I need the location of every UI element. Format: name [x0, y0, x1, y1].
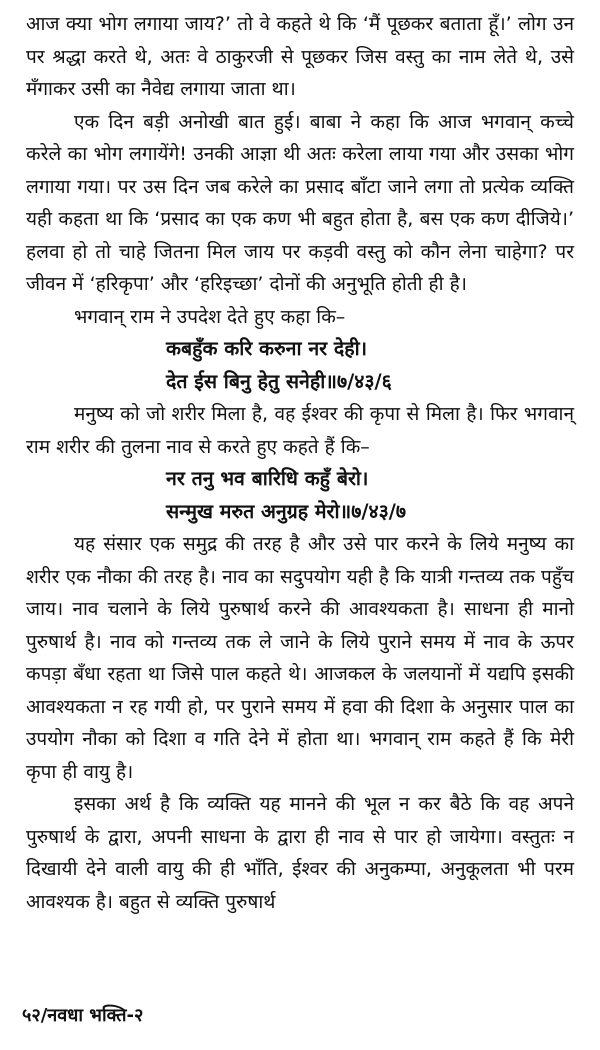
verse-2-line-2: सन्मुख मरुत अनुग्रह मेरो॥७/४३/७ — [166, 499, 407, 523]
paragraph-2: एक दिन बड़ी अनोखी बात हुई। बाबा ने कहा कि आज भगवान् कच्चे करेले का भोग लगायेंगे! उनकी आज्ञा थी अतः करेला लाया गया और उसका भोग लगाया गया। पर उस दिन जब करेले का प्रसाद बाँटा जाने लगा तो प्रत्येक व्यक्ति यही कहता था कि ‘प्रसाद का एक कण भी बहुत होता है, बस एक कण दीजिये।’ हलवा हो तो चाहे जितना मिल जाय पर कड़वी वस्तु को कौन लेना चाहेगा? पर जीवन में ‘हरिकृपा’ और ‘हरिइच्छा’ दोनों की अनुभूति होती ही है। — [26, 110, 574, 295]
paragraph-6: इसका अर्थ है कि व्यक्ति यह मानने की भूल न कर बैठे कि वह अपने पुरुषार्थ के द्वारा, अपनी साधना के द्वारा ही नाव से पार हो जायेगा। वस्तुतः न दिखायी देने वाली वायु की ही भाँति, ईश्वर की अनुकम्पा, अनुकूलता भी परम आवश्यक है। बहुत से व्यक्ति पुरुषार्थ — [26, 793, 574, 913]
paragraph-1: आज क्या भोग लगाया जाय?’ तो वे कहते थे कि ‘मैं पूछकर बताता हूँ।’ लोग उन पर श्रद्धा करते थे, अतः वे ठाकुरजी से पूछकर जिस वस्तु का नाम लेते थे, उसे मँगाकर उसी का नैवेद्य लगाया जाता था। — [26, 13, 574, 100]
verse-2-line-1: नर तनु भव बारिधि कहुँ बेरो। — [166, 467, 369, 490]
paragraph-3: भगवान् राम ने उपदेश देते हुए कहा कि– — [74, 305, 346, 328]
page-footer: ५२/नवधा भक्ति-२ — [22, 1005, 144, 1026]
verse-1-line-2: देत ईस बिनु हेतु सनेही॥७/४३/६ — [166, 369, 392, 393]
verse-1-line-1: कबहुँक करि करुना नर देही। — [166, 337, 368, 360]
paragraph-4: मनुष्य को जो शरीर मिला है, वह ईश्वर की कृपा से मिला है। फिर भगवान् राम शरीर की तुलना नाव से करते हुए कहते हैं कि– — [26, 403, 574, 458]
paragraph-5: यह संसार एक समुद्र की तरह है और उसे पार करने के लिये मनुष्य का शरीर एक नौका की तरह है। नाव का सदुपयोग यही है कि यात्री गन्तव्य तक पहुँच जाय। नाव चलाने के लिये पुरुषार्थ करने की आवश्यकता है। साधना ही मानो पुरुषार्थ है। नाव को गन्तव्य तक ले जाने के लिये पुराने समय में नाव के ऊपर कपड़ा बँधा रहता था जिसे पाल कहते थे। आजकल के जलयानों में यद्यपि इसकी आवश्यकता न रह गयी हो, पर पुराने समय में हवा की दिशा के अनुसार पाल का उपयोग नौका को दिशा व गति देने में होता था। भगवान् राम कहते हैं कि मेरी कृपा ही वायु है। — [26, 533, 574, 783]
